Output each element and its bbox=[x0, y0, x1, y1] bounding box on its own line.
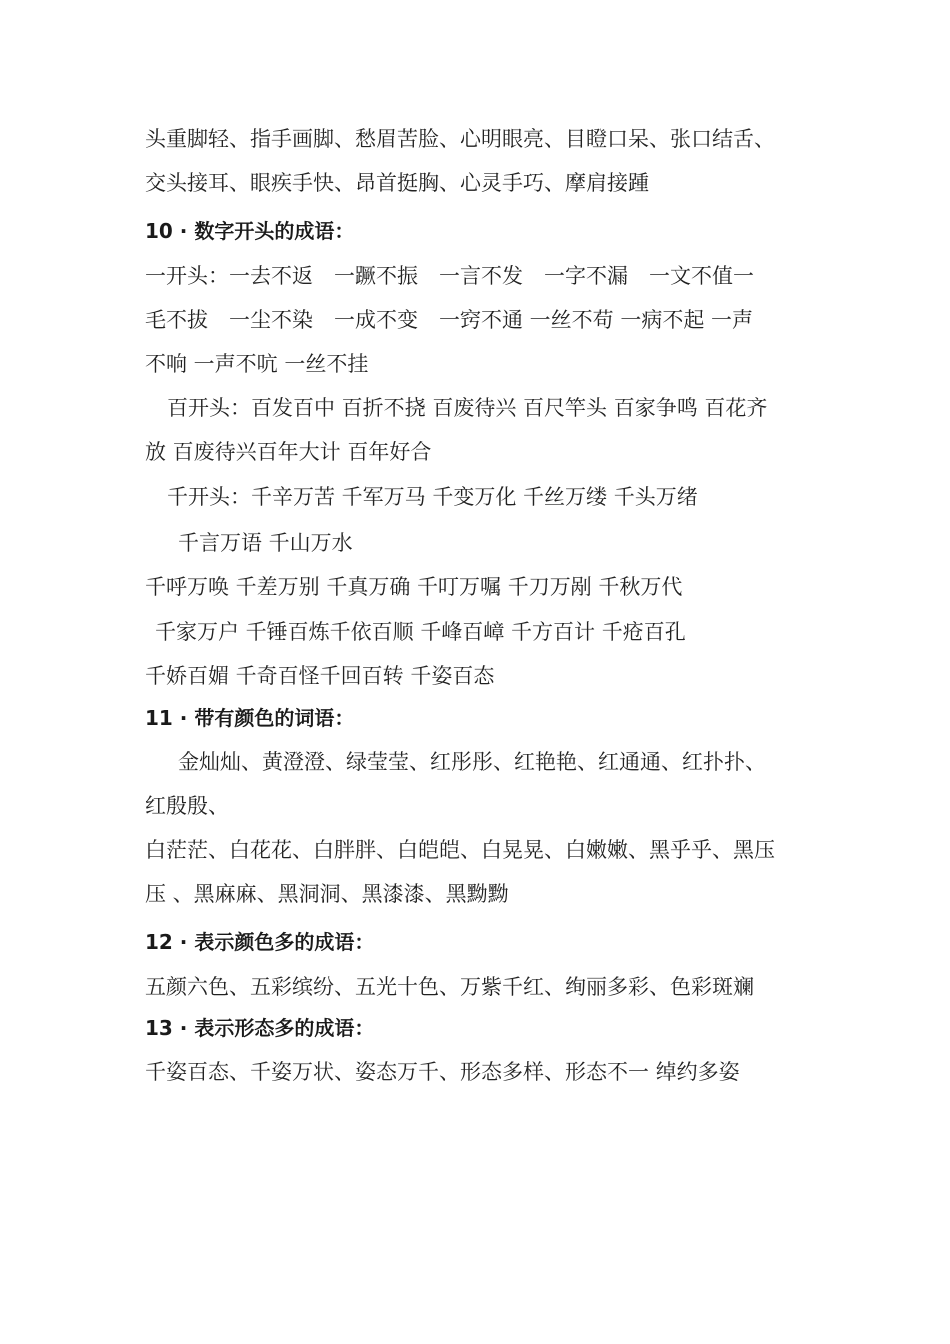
body-line: 不响 一声不吭 一丝不挂 bbox=[145, 352, 369, 376]
body-line: 千家万户 千锤百炼千依百顺 千峰百嶂 千方百计 千疮百孔 bbox=[155, 620, 686, 644]
section-heading-10: 10 · 数字开头的成语： bbox=[145, 219, 355, 243]
body-line: 红殷殷、 bbox=[145, 794, 229, 818]
body-line: 千姿百态、千姿万状、姿态万千、形态多样、形态不一 绰约多姿 bbox=[145, 1060, 740, 1084]
body-line: 百开头：百发百中 百折不挠 百废待兴 百尺竿头 百家争鸣 百花齐 bbox=[167, 396, 768, 420]
section-heading-13: 13 · 表示形态多的成语： bbox=[145, 1016, 375, 1040]
body-line: 千呼万唤 千差万别 千真万确 千叮万嘱 千刀万剐 千秋万代 bbox=[145, 575, 683, 599]
body-line: 白茫茫、白花花、白胖胖、白皑皑、白晃晃、白嫩嫩、黑乎乎、黑压 bbox=[145, 838, 775, 862]
body-line: 千娇百媚 千奇百怪千回百转 千姿百态 bbox=[145, 664, 495, 688]
body-line: 头重脚轻、指手画脚、愁眉苦脸、心明眼亮、目瞪口呆、张口结舌、 bbox=[145, 127, 775, 151]
body-line: 千言万语 千山万水 bbox=[178, 531, 353, 555]
section-heading-12: 12 · 表示颜色多的成语： bbox=[145, 930, 375, 954]
body-line: 千开头：千辛万苦 千军万马 千变万化 千丝万缕 千头万绪 bbox=[167, 485, 698, 509]
body-line: 压 、黑麻麻、黑洞洞、黑漆漆、黑黝黝 bbox=[145, 882, 509, 906]
body-line: 一开头：一去不返 一蹶不振 一言不发 一字不漏 一文不值一 bbox=[145, 264, 754, 288]
body-line: 金灿灿、黄澄澄、绿莹莹、红彤彤、红艳艳、红通通、红扑扑、 bbox=[178, 750, 766, 774]
body-line: 五颜六色、五彩缤纷、五光十色、万紫千红、绚丽多彩、色彩斑斓 bbox=[145, 975, 754, 999]
section-heading-11: 11 · 带有颜色的词语： bbox=[145, 706, 355, 730]
body-line: 放 百废待兴百年大计 百年好合 bbox=[145, 440, 432, 464]
body-line: 毛不拔 一尘不染 一成不变 一窍不通 一丝不苟 一病不起 一声 bbox=[145, 308, 754, 332]
body-line: 交头接耳、眼疾手快、昂首挺胸、心灵手巧、摩肩接踵 bbox=[145, 171, 649, 195]
